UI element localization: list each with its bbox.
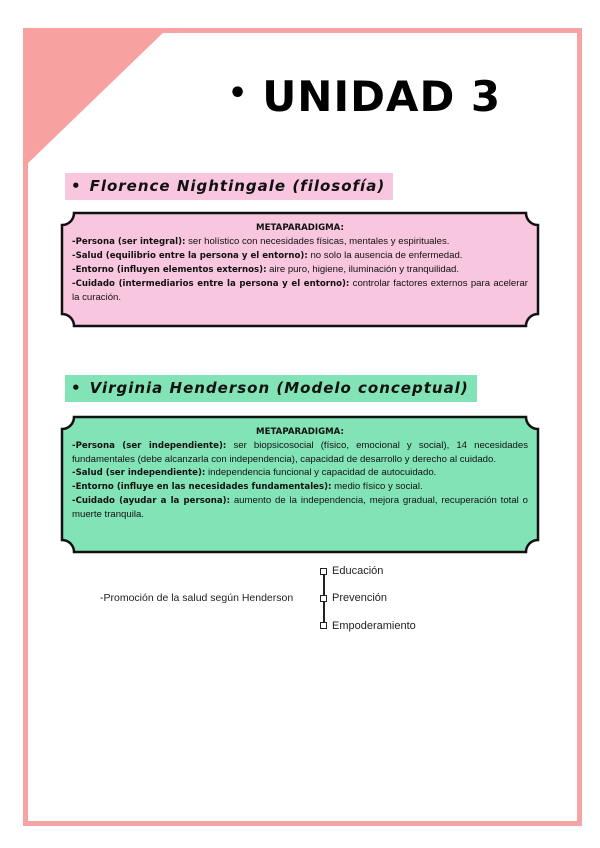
- heading-bullet: •: [71, 177, 82, 195]
- nightingale-item: -Entorno (influyen elementos externos): aire puro, higiene, iluminación y tranquilidad.: [72, 264, 460, 275]
- henderson-box-title: METAPARADIGMA:: [256, 427, 344, 437]
- henderson-item: -Cuidado (ayudar a la persona): aumento de la independencia, mejora gradual, recuperación total o muerte tranquila.: [72, 495, 528, 520]
- nightingale-item: -Salud (equilibrio entre la persona y el entorno): no solo la ausencia de enfermedad.: [72, 250, 463, 261]
- title-bullet: •: [228, 76, 249, 111]
- nightingale-item: -Persona (ser integral): ser holístico con necesidades físicas, mentales y espirituales.: [72, 236, 450, 247]
- title-text: UNIDAD 3: [262, 72, 502, 121]
- heading-bullet: •: [71, 379, 82, 397]
- nightingale-item: -Cuidado (intermediarios entre la persona y el entorno): controlar factores externos para acelerar la curación.: [72, 278, 528, 303]
- bracket-node: [320, 622, 327, 629]
- henderson-heading: [65, 375, 477, 402]
- branch-empoderamiento: Empoderamiento: [332, 620, 416, 632]
- henderson-heading-text: Virginia Henderson (Modelo conceptual): [89, 379, 469, 397]
- bracket-node: [320, 595, 327, 602]
- henderson-item: -Salud (ser independiente): independencia funcional y capacidad de autocuidado.: [72, 467, 437, 478]
- corner-decoration: [23, 28, 168, 168]
- bracket-node: [320, 568, 327, 575]
- nightingale-heading: [65, 173, 393, 200]
- nightingale-box-title: METAPARADIGMA:: [256, 223, 344, 233]
- nightingale-metaparadigm-box: [60, 211, 540, 328]
- henderson-metaparadigm-box: [60, 415, 540, 554]
- promotion-root-label: -Promoción de la salud según Henderson: [100, 592, 294, 604]
- henderson-item: -Persona (ser independiente): ser biopsicosocial (físico, emocional y social), 14 necesidades fundamentales (debe alcanzarla con independencia), capacidad de desarrollo y derecho al cuidado.: [72, 440, 528, 465]
- nightingale-heading-text: Florence Nightingale (filosofía): [89, 177, 386, 195]
- branch-educacion: Educación: [332, 565, 384, 577]
- henderson-item: -Entorno (influye en las necesidades fundamentales): medio físico y social.: [72, 481, 423, 492]
- page-title: [228, 72, 501, 121]
- branch-prevencion: Prevención: [332, 592, 388, 604]
